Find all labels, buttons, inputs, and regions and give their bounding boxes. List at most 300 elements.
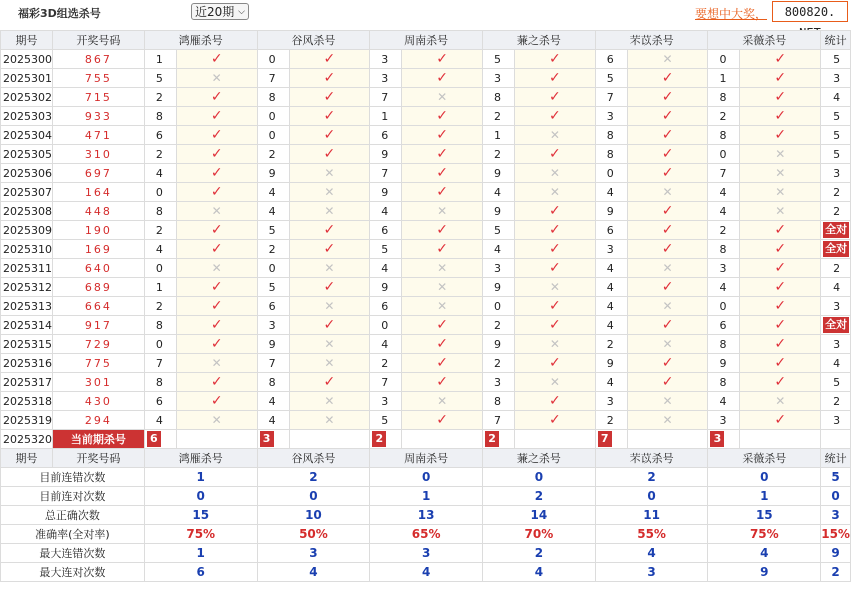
check-icon: ✓ xyxy=(210,317,223,333)
kill-digit-cell: 3 xyxy=(483,69,515,88)
result-mark-cell xyxy=(402,69,483,88)
empty-cell xyxy=(289,430,370,449)
cross-icon: ✕ xyxy=(324,394,335,408)
kill-digit-cell: 6 xyxy=(144,126,176,145)
check-icon: ✓ xyxy=(661,165,674,181)
summary-value: 1 xyxy=(708,487,821,506)
period-cell: 2025311 xyxy=(1,259,53,278)
stat-cell: 5 xyxy=(821,126,851,145)
kill-digit-cell: 8 xyxy=(257,373,289,392)
check-icon: ✓ xyxy=(548,260,561,276)
check-icon: ✓ xyxy=(210,127,223,143)
table-row xyxy=(1,259,851,278)
draw-number-cell: 640 xyxy=(53,259,145,278)
kill-digit-cell: 5 xyxy=(257,278,289,297)
kill-digit-cell: 7 xyxy=(370,164,402,183)
summary-value: 2 xyxy=(257,468,370,487)
column-header: 芣苡杀号 xyxy=(595,449,708,468)
check-icon: ✓ xyxy=(774,89,787,105)
check-icon: ✓ xyxy=(661,89,674,105)
result-mark-cell xyxy=(627,202,708,221)
draw-number-cell: 448 xyxy=(53,202,145,221)
check-icon: ✓ xyxy=(774,279,787,295)
table-row xyxy=(1,373,851,392)
result-mark-cell xyxy=(514,221,595,240)
cross-icon: ✕ xyxy=(324,204,335,218)
cross-icon: ✕ xyxy=(324,413,335,427)
check-icon: ✓ xyxy=(774,336,787,352)
result-mark-cell xyxy=(289,145,370,164)
period-cell: 2025300 xyxy=(1,50,53,69)
check-icon: ✓ xyxy=(548,89,561,105)
check-icon: ✓ xyxy=(323,279,336,295)
result-mark-cell xyxy=(289,183,370,202)
result-mark-cell xyxy=(627,88,708,107)
result-mark-cell xyxy=(627,221,708,240)
period-cell: 2025315 xyxy=(1,335,53,354)
summary-value: 2 xyxy=(595,468,708,487)
check-icon: ✓ xyxy=(774,70,787,86)
table-row xyxy=(1,164,851,183)
period-cell: 2025306 xyxy=(1,164,53,183)
column-header: 期号 xyxy=(1,449,53,468)
cross-icon: ✕ xyxy=(324,166,335,180)
check-icon: ✓ xyxy=(548,108,561,124)
draw-number-cell: 190 xyxy=(53,221,145,240)
table-row xyxy=(1,202,851,221)
result-mark-cell xyxy=(289,107,370,126)
stat-cell: 3 xyxy=(821,297,851,316)
summary-value: 0 xyxy=(257,487,370,506)
column-header: 开奖号码 xyxy=(53,31,145,50)
result-mark-cell xyxy=(176,126,257,145)
check-icon: ✓ xyxy=(323,89,336,105)
check-icon: ✓ xyxy=(436,51,448,67)
result-mark-cell xyxy=(514,411,595,430)
result-mark-cell xyxy=(402,259,483,278)
draw-number-cell: 294 xyxy=(53,411,145,430)
result-mark-cell xyxy=(176,373,257,392)
kill-digit-cell: 9 xyxy=(257,164,289,183)
kill-digit-cell: 8 xyxy=(708,240,740,259)
kill-digit-cell: 4 xyxy=(144,164,176,183)
kill-digit-cell: 3 xyxy=(483,373,515,392)
period-cell: 2025309 xyxy=(1,221,53,240)
summary-row xyxy=(1,487,851,506)
summary-value: 11 xyxy=(595,506,708,525)
page-title: 福彩3D组选杀号 xyxy=(18,7,101,20)
summary-value: 2 xyxy=(483,487,596,506)
check-icon: ✓ xyxy=(323,108,336,124)
cross-icon: ✕ xyxy=(662,299,673,313)
result-mark-cell xyxy=(514,107,595,126)
kill-digit-cell: 3 xyxy=(257,316,289,335)
kill-digit-cell: 9 xyxy=(708,354,740,373)
kill-digit-cell: 6 xyxy=(370,126,402,145)
result-mark-cell xyxy=(289,373,370,392)
current-kill-label: 当前期杀号 xyxy=(53,430,145,449)
kill-digit-cell: 0 xyxy=(257,259,289,278)
result-mark-cell xyxy=(740,183,821,202)
check-icon: ✓ xyxy=(548,70,561,86)
kill-digit-cell: 3 xyxy=(370,69,402,88)
summary-value: 0 xyxy=(595,487,708,506)
kill-digit-cell: 9 xyxy=(483,202,515,221)
cross-icon: ✕ xyxy=(549,166,560,180)
result-mark-cell xyxy=(176,69,257,88)
kill-digit-cell: 5 xyxy=(595,69,627,88)
check-icon: ✓ xyxy=(548,146,561,162)
check-icon: ✓ xyxy=(210,279,223,295)
summary-value: 2 xyxy=(483,544,596,563)
result-mark-cell xyxy=(627,69,708,88)
kill-digit-cell: 8 xyxy=(595,145,627,164)
check-icon: ✓ xyxy=(774,108,787,124)
result-mark-cell xyxy=(402,202,483,221)
kill-digit-cell: 2 xyxy=(708,107,740,126)
kill-digit-cell: 4 xyxy=(708,202,740,221)
result-mark-cell xyxy=(514,297,595,316)
kill-digit-cell: 5 xyxy=(483,50,515,69)
period-range-value: 近20期 xyxy=(195,5,235,19)
stat-cell xyxy=(821,221,851,240)
check-icon: ✓ xyxy=(210,146,223,162)
draw-number-cell: 715 xyxy=(53,88,145,107)
kill-digit-cell: 8 xyxy=(708,88,740,107)
result-mark-cell xyxy=(740,126,821,145)
check-icon: ✓ xyxy=(661,146,674,162)
current-kill-cell xyxy=(708,430,740,449)
draw-number-cell: 775 xyxy=(53,354,145,373)
result-mark-cell xyxy=(176,88,257,107)
summary-value: 70% xyxy=(483,525,596,544)
kill-digit-cell: 2 xyxy=(370,354,402,373)
result-mark-cell xyxy=(740,259,821,278)
kill-digit-cell: 8 xyxy=(708,373,740,392)
cross-icon: ✕ xyxy=(549,337,560,351)
empty-cell xyxy=(514,430,595,449)
table-row xyxy=(1,69,851,88)
summary-value: 50% xyxy=(257,525,370,544)
kill-digit-cell: 8 xyxy=(144,316,176,335)
check-icon: ✓ xyxy=(436,355,448,371)
result-mark-cell xyxy=(627,297,708,316)
result-mark-cell xyxy=(627,259,708,278)
result-mark-cell xyxy=(289,126,370,145)
check-icon: ✓ xyxy=(548,241,561,257)
summary-value: 4 xyxy=(370,563,483,582)
period-cell: 2025319 xyxy=(1,411,53,430)
summary-value: 55% xyxy=(595,525,708,544)
summary-label: 目前连对次数 xyxy=(1,487,145,506)
period-range-select[interactable] xyxy=(191,3,249,20)
draw-number-cell: 867 xyxy=(53,50,145,69)
check-icon: ✓ xyxy=(548,51,561,67)
result-mark-cell xyxy=(289,316,370,335)
kill-digit-cell: 5 xyxy=(483,221,515,240)
cross-icon: ✕ xyxy=(775,185,786,199)
check-icon: ✓ xyxy=(436,412,448,428)
cross-icon: ✕ xyxy=(549,128,560,142)
result-mark-cell xyxy=(176,411,257,430)
summary-value: 6 xyxy=(144,563,257,582)
kill-digit-cell: 0 xyxy=(708,50,740,69)
result-mark-cell xyxy=(740,373,821,392)
current-kill-cell xyxy=(257,430,289,449)
summary-total: 15% xyxy=(821,525,851,544)
result-mark-cell xyxy=(740,221,821,240)
table-row xyxy=(1,297,851,316)
check-icon: ✓ xyxy=(774,51,787,67)
check-icon: ✓ xyxy=(323,241,336,257)
summary-value: 4 xyxy=(483,563,596,582)
stat-cell: 3 xyxy=(821,69,851,88)
draw-number-cell: 310 xyxy=(53,145,145,164)
column-header: 谷风杀号 xyxy=(257,31,370,50)
kill-digit-cell: 4 xyxy=(370,259,402,278)
kill-digit-cell: 3 xyxy=(595,107,627,126)
result-mark-cell xyxy=(402,411,483,430)
table-row xyxy=(1,335,851,354)
check-icon: ✓ xyxy=(210,374,223,390)
table-row xyxy=(1,126,851,145)
result-mark-cell xyxy=(402,126,483,145)
summary-value: 0 xyxy=(483,468,596,487)
cross-icon: ✕ xyxy=(437,394,448,408)
summary-value: 10 xyxy=(257,506,370,525)
kill-digit-cell: 9 xyxy=(370,278,402,297)
draw-number-cell: 729 xyxy=(53,335,145,354)
check-icon: ✓ xyxy=(774,298,787,314)
check-icon: ✓ xyxy=(774,374,787,390)
kill-digit-cell: 4 xyxy=(144,411,176,430)
result-mark-cell xyxy=(740,240,821,259)
all-correct-badge: 全对 xyxy=(825,223,848,236)
stat-cell: 2 xyxy=(821,392,851,411)
result-mark-cell xyxy=(627,50,708,69)
summary-row xyxy=(1,506,851,525)
kill-digit-cell: 8 xyxy=(144,373,176,392)
summary-value: 3 xyxy=(595,563,708,582)
result-mark-cell xyxy=(289,164,370,183)
table-row xyxy=(1,221,851,240)
empty-cell xyxy=(740,430,821,449)
cross-icon: ✕ xyxy=(662,337,673,351)
kill-digit-cell: 7 xyxy=(370,88,402,107)
check-icon: ✓ xyxy=(436,222,448,238)
result-mark-cell xyxy=(402,316,483,335)
result-mark-cell xyxy=(402,145,483,164)
kill-digit-cell: 9 xyxy=(483,164,515,183)
kill-digit-cell: 4 xyxy=(483,240,515,259)
kill-digit-cell: 4 xyxy=(144,240,176,259)
kill-digit-cell: 2 xyxy=(144,297,176,316)
kill-digit-cell: 3 xyxy=(708,411,740,430)
cross-icon: ✕ xyxy=(437,90,448,104)
kill-digit-cell: 4 xyxy=(370,202,402,221)
promo-link[interactable]: 要想中大奖， xyxy=(695,7,768,21)
cross-icon: ✕ xyxy=(775,204,786,218)
kill-digit-cell: 2 xyxy=(483,316,515,335)
check-icon: ✓ xyxy=(210,51,223,67)
result-mark-cell xyxy=(514,373,595,392)
current-kill-cell xyxy=(483,430,515,449)
result-mark-cell xyxy=(176,259,257,278)
result-mark-cell xyxy=(740,335,821,354)
check-icon: ✓ xyxy=(323,70,336,86)
kill-digit-cell: 8 xyxy=(483,88,515,107)
check-icon: ✓ xyxy=(210,298,223,314)
result-mark-cell xyxy=(514,335,595,354)
kill-digit-cell: 0 xyxy=(257,50,289,69)
cross-icon: ✕ xyxy=(211,71,222,85)
result-mark-cell xyxy=(289,297,370,316)
check-icon: ✓ xyxy=(323,317,336,333)
result-mark-cell xyxy=(514,88,595,107)
check-icon: ✓ xyxy=(774,412,787,428)
result-mark-cell xyxy=(176,392,257,411)
period-cell: 2025303 xyxy=(1,107,53,126)
all-correct-badge: 全对 xyxy=(825,242,848,255)
draw-number-cell: 169 xyxy=(53,240,145,259)
column-header: 蒹之杀号 xyxy=(483,449,596,468)
result-mark-cell xyxy=(289,411,370,430)
site-domain-link[interactable]: 800820. xyxy=(772,1,848,22)
result-mark-cell xyxy=(289,259,370,278)
kill-digit-cell: 8 xyxy=(708,335,740,354)
kill-digit-cell: 0 xyxy=(144,259,176,278)
kill-digit-cell: 0 xyxy=(144,183,176,202)
result-mark-cell xyxy=(740,69,821,88)
check-icon: ✓ xyxy=(436,241,448,257)
cross-icon: ✕ xyxy=(211,356,222,370)
kill-digit-cell: 7 xyxy=(483,411,515,430)
kill-digit-cell: 4 xyxy=(595,297,627,316)
cross-icon: ✕ xyxy=(549,280,560,294)
check-icon: ✓ xyxy=(436,146,448,162)
footer-header-row xyxy=(1,449,851,468)
result-mark-cell xyxy=(176,145,257,164)
result-mark-cell xyxy=(740,107,821,126)
table-row xyxy=(1,183,851,202)
kill-digit-cell: 9 xyxy=(370,183,402,202)
kill-digit-cell: 5 xyxy=(370,240,402,259)
kill-digit-cell: 6 xyxy=(144,392,176,411)
result-mark-cell xyxy=(176,50,257,69)
kill-digit-cell: 8 xyxy=(144,107,176,126)
result-mark-cell xyxy=(514,259,595,278)
kill-digit-cell: 1 xyxy=(370,107,402,126)
check-icon: ✓ xyxy=(661,241,674,257)
current-kill-digit: 7 xyxy=(598,431,612,447)
empty-cell xyxy=(821,430,851,449)
check-icon: ✓ xyxy=(323,374,336,390)
result-mark-cell xyxy=(740,297,821,316)
cross-icon: ✕ xyxy=(324,299,335,313)
kill-digit-cell: 2 xyxy=(257,145,289,164)
check-icon: ✓ xyxy=(548,222,561,238)
check-icon: ✓ xyxy=(436,70,448,86)
summary-value: 0 xyxy=(144,487,257,506)
kill-digit-cell: 4 xyxy=(708,392,740,411)
summary-value: 0 xyxy=(370,468,483,487)
kill-digit-cell: 4 xyxy=(370,335,402,354)
stat-cell: 5 xyxy=(821,145,851,164)
kill-digit-cell: 4 xyxy=(257,183,289,202)
kill-digit-cell: 9 xyxy=(370,145,402,164)
draw-number-cell: 689 xyxy=(53,278,145,297)
check-icon: ✓ xyxy=(210,222,223,238)
period-cell: 2025301 xyxy=(1,69,53,88)
kill-digit-cell: 8 xyxy=(144,202,176,221)
kill-digit-cell: 6 xyxy=(370,297,402,316)
stat-cell: 3 xyxy=(821,335,851,354)
result-mark-cell xyxy=(514,50,595,69)
result-mark-cell xyxy=(402,107,483,126)
cross-icon: ✕ xyxy=(775,394,786,408)
result-mark-cell xyxy=(402,335,483,354)
stat-cell: 5 xyxy=(821,373,851,392)
chevron-down-icon: ⌵ xyxy=(238,7,245,17)
kill-digit-cell: 9 xyxy=(595,354,627,373)
summary-value: 3 xyxy=(257,544,370,563)
empty-cell xyxy=(176,430,257,449)
result-mark-cell xyxy=(176,278,257,297)
kill-digit-cell: 0 xyxy=(708,145,740,164)
result-mark-cell xyxy=(740,316,821,335)
result-mark-cell xyxy=(514,145,595,164)
result-mark-cell xyxy=(627,240,708,259)
kill-digit-cell: 3 xyxy=(595,392,627,411)
result-mark-cell xyxy=(176,335,257,354)
kill-digit-cell: 4 xyxy=(708,278,740,297)
result-mark-cell xyxy=(176,183,257,202)
kill-digit-cell: 2 xyxy=(257,240,289,259)
summary-row xyxy=(1,525,851,544)
stat-cell xyxy=(821,316,851,335)
stat-cell: 4 xyxy=(821,354,851,373)
kill-digit-cell: 4 xyxy=(595,278,627,297)
result-mark-cell xyxy=(289,221,370,240)
result-mark-cell xyxy=(627,392,708,411)
table-row xyxy=(1,316,851,335)
check-icon: ✓ xyxy=(661,203,674,219)
check-icon: ✓ xyxy=(548,393,561,409)
result-mark-cell xyxy=(627,183,708,202)
kill-digit-cell: 9 xyxy=(257,335,289,354)
summary-value: 4 xyxy=(257,563,370,582)
result-mark-cell xyxy=(402,88,483,107)
result-mark-cell xyxy=(289,202,370,221)
kill-digit-cell: 3 xyxy=(483,259,515,278)
result-mark-cell xyxy=(740,411,821,430)
result-mark-cell xyxy=(289,50,370,69)
kill-digit-cell: 4 xyxy=(257,392,289,411)
summary-label: 准确率(全对率) xyxy=(1,525,145,544)
stat-cell: 4 xyxy=(821,278,851,297)
summary-value: 1 xyxy=(370,487,483,506)
summary-value: 1 xyxy=(144,544,257,563)
stat-cell xyxy=(821,240,851,259)
kill-digit-cell: 9 xyxy=(595,202,627,221)
kill-digit-cell: 7 xyxy=(595,88,627,107)
summary-value: 1 xyxy=(144,468,257,487)
kill-digit-cell: 2 xyxy=(144,145,176,164)
kill-digit-cell: 1 xyxy=(483,126,515,145)
result-mark-cell xyxy=(289,354,370,373)
cross-icon: ✕ xyxy=(662,261,673,275)
result-mark-cell xyxy=(514,278,595,297)
